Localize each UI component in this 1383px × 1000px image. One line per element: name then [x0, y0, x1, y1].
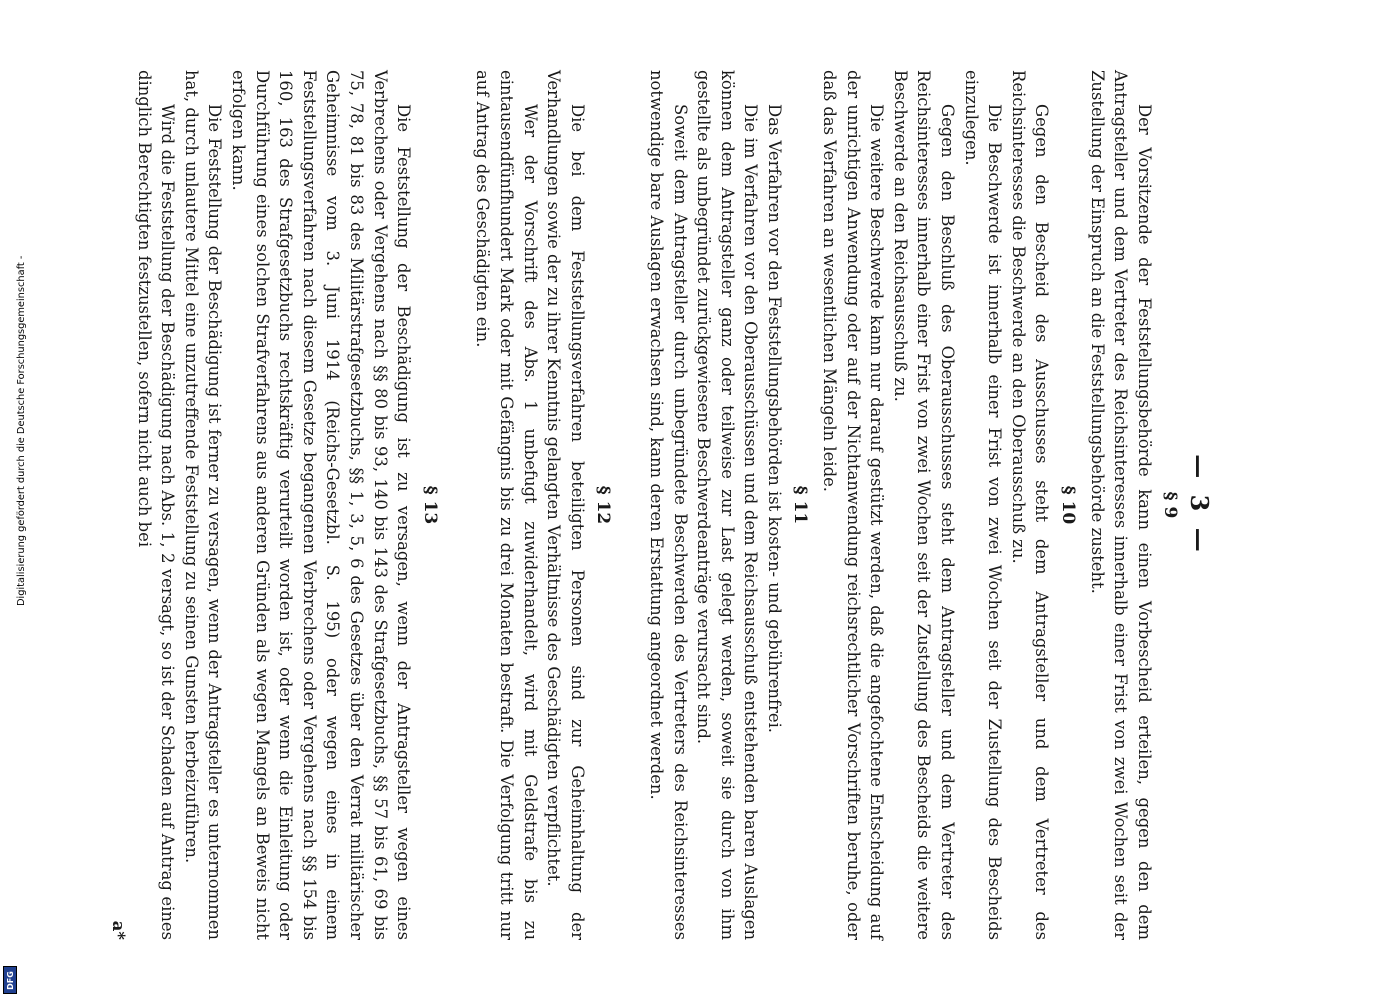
section-paragraph: Die Beschwerde ist innerhalb einer Frist von zwei Wochen seit der Zustellung des Bescheids einzulegen.: [961, 70, 1005, 940]
section-paragraph: Wer der Vorschrift des Abs. 1 unbefugt zuwiderhandelt, wird mit Geldstrafe bis zu eintausendfünfhundert Mark oder mit Gefängnis bis zu drei Monaten bestraft. Die Verfolgung tritt nur auf Antrag des Geschädigten ein.: [473, 70, 540, 940]
section-paragraph: Die Feststellung der Beschädigung ist ferner zu versagen, wenn der Antragsteller es unternommen hat, durch unlautere Mittel eine unzutreffende Feststellung zu seinen Gunsten herbeizuführen.: [181, 70, 225, 940]
signature-mark: a*: [109, 920, 129, 940]
funding-note: Digitalisierung gefördert durch die Deutsche Forschungsgemeinschaft -: [16, 255, 27, 606]
section-heading: § 12: [593, 485, 614, 525]
section-paragraph: Soweit dem Antragsteller durch unbegründete Beschwerden des Vertreters des Reichsinteresses notwendige bare Auslagen erwachsen sind, kann deren Erstattung angeordnet werden.: [646, 70, 690, 940]
section-heading: § 11: [790, 485, 811, 525]
section-paragraph: Das Verfahren vor den Feststellungsbehörden ist kosten- und gebührenfrei.: [764, 104, 784, 734]
section-paragraph: Die weitere Beschwerde kann nur darauf gestützt werden, daß die angefochtene Entscheidung auf der unrichtigen Anwendung oder auf der Nichtanwendung reichsrechtlicher Vorschriften beruhe, oder daß das Verfahren an wesentlichen Mängeln leide.: [820, 70, 887, 940]
dfg-logo-text: DFG: [5, 970, 15, 990]
section-paragraph: Gegen den Bescheid des Ausschusses steht dem Antragsteller und dem Vertreter des Reichsinteresses die Beschwerde an den Oberausschuß zu.: [1008, 70, 1052, 940]
document-page: [109, 0, 1223, 1000]
dfg-logo-icon: [3, 966, 17, 994]
section-paragraph: Gegen den Beschluß des Oberausschusses steht dem Antragsteller und dem Vertreter des Reichsinteresses innerhalb einer Frist von zwei Wochen seit der Zustellung des Bescheids die weitere Beschwerde an den Reichsausschuß zu.: [890, 70, 958, 940]
section-heading: § 10: [1058, 485, 1079, 525]
section-paragraph: Die im Verfahren vor den Oberausschüssen und dem Reichsausschuß entstehenden baren Auslagen können dem Antragsteller ganz oder teilweise zur Last gelegt werden, soweit sie durch von ihm gestellte als unbegründet zurückgewiesene Beschwerdeanträge verursacht sind.: [694, 70, 761, 940]
page-number: — 3 —: [1185, 454, 1214, 556]
section-paragraph: Wird die Feststellung der Beschädigung nach Abs. 1, 2 versagt, so ist der Schaden auf Antrag eines dinglich Berechtigten festzustellen, sofern nicht auch bei: [134, 70, 178, 940]
section-paragraph: Die bei dem Feststellungsverfahren beteiligten Personen sind zur Geheimhaltung der Verhandlungen sowie der zu ihrer Kenntnis gelangten Verhältnisse des Geschädigten verpflichtet.: [544, 70, 587, 940]
digitization-sidebar: [0, 0, 27, 1000]
section-heading: § 13: [419, 485, 440, 525]
section-paragraph: Der Vorsitzende der Feststellungsbehörde kann einen Vorbescheid erteilen, gegen den dem Antragsteller und dem Vertreter des Reichsinteresses innerhalb einer Frist von zwei Wochen seit der Zustellung der Einspruch an die Feststellungsbehörde zusteht.: [1087, 70, 1154, 940]
section-list: [132, 70, 1181, 940]
section-heading: § 9: [1160, 491, 1181, 519]
section-paragraph: Die Feststellung der Beschädigung ist zu versagen, wenn der Antragsteller wegen eines Verbrechens oder Vergehens nach §§ 80 bis 93, 140 bis 143 des Strafgesetzbuchs, §§ 57 bis 61, 69 bis 75, 78, 81 bis 83 des Militärstrafgesetzbuchs, §§ 1, 3, 5, 6 des Gesetzes über den Verrat militärischer Geheimnisse vom 3. Juni 1914 (Reichs-Gesetzbl. S. 195) oder wegen eines in einem Feststellungsverfahren nach diesem Gesetze begangenen Verbrechens oder Vergehens nach §§ 154 bis 160, 163 des Strafgesetzbuchs rechtskräftig verurteilt worden ist, oder wenn die Einleitung oder Durchführung eines solchen Strafverfahrens aus anderen Gründen als wegen Mangels an Beweis nicht erfolgen kann.: [229, 70, 414, 940]
